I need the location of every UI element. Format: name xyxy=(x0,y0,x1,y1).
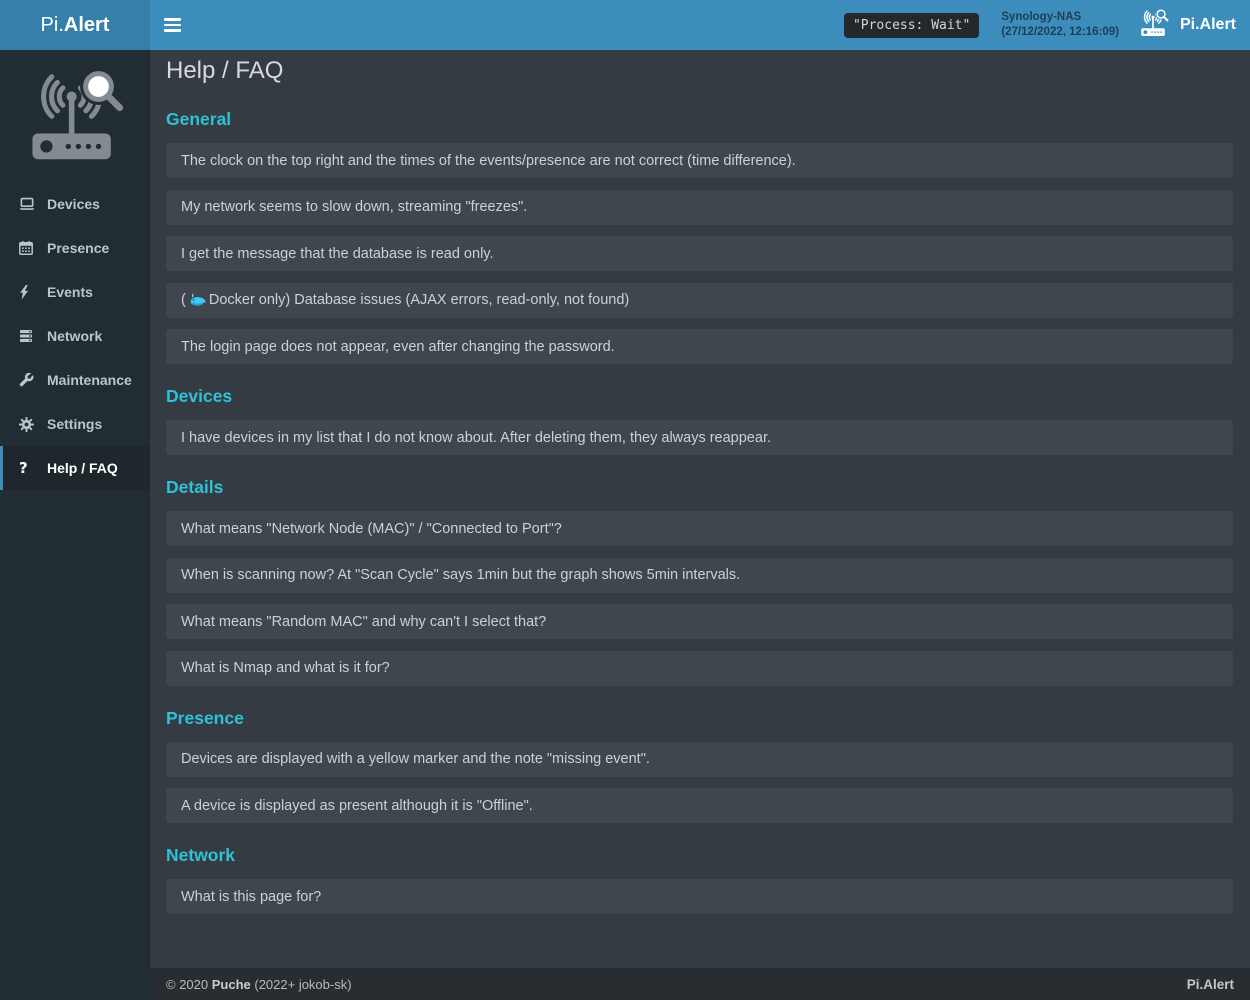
faq-question-text: Docker only) Database issues (AJAX errors, read-only, not found) xyxy=(208,292,630,308)
section-title: General xyxy=(166,109,232,129)
sidebar-item-presence[interactable] xyxy=(0,226,150,270)
process-status-badge[interactable]: "Process: Wait" xyxy=(844,13,979,38)
content xyxy=(150,50,1250,968)
faq-question-text: I have devices in my list that I do not know about. After deleting them, they always reappear. xyxy=(181,429,771,446)
faq-question[interactable] xyxy=(166,604,1233,639)
faq-question[interactable] xyxy=(166,236,1233,271)
faq-question-text: What is this page for? xyxy=(181,888,322,905)
page-title: Help / FAQ xyxy=(166,57,284,84)
wrench-icon xyxy=(19,373,43,387)
faq-question[interactable] xyxy=(166,742,1233,777)
brand-link[interactable] xyxy=(1137,7,1236,43)
sidebar-item-label: Settings xyxy=(47,416,103,432)
faq-question[interactable] xyxy=(166,283,1233,318)
sidebar-item-devices[interactable] xyxy=(0,182,150,226)
faq-question[interactable] xyxy=(166,329,1233,364)
sidebar-item-label: Maintenance xyxy=(47,372,132,388)
app-logo[interactable] xyxy=(0,0,150,50)
app-logo-bold: Alert xyxy=(63,13,110,36)
sidebar-menu xyxy=(0,182,150,490)
section-title: Details xyxy=(166,477,224,497)
faq-question-text: What is Nmap and what is it for? xyxy=(181,660,390,676)
sidebar-item-maintenance[interactable] xyxy=(0,358,150,402)
section-title: Network xyxy=(166,845,236,865)
faq-question[interactable] xyxy=(166,420,1233,455)
sidebar-item-label: Events xyxy=(47,284,93,300)
network-icon xyxy=(19,329,43,343)
faq-question-text: My network seems to slow down, streaming "freezes". xyxy=(181,199,528,215)
sidebar-item-settings[interactable] xyxy=(0,402,150,446)
sidebar-item-help-faq[interactable] xyxy=(0,446,150,490)
footer xyxy=(150,968,1250,1000)
docker-whale-icon xyxy=(189,293,206,308)
calendar-icon xyxy=(19,241,43,255)
pialert-logo-image xyxy=(0,50,150,182)
faq-question-text: ( xyxy=(181,292,186,308)
faq-question[interactable] xyxy=(166,788,1233,823)
sidebar-item-label: Presence xyxy=(47,240,110,256)
hamburger-icon[interactable] xyxy=(164,5,204,45)
faq-question-text: I get the message that the database is read only. xyxy=(181,245,494,262)
faq-question-text: Devices are displayed with a yellow marker and the note "missing event". xyxy=(181,751,650,767)
faq-question-text: What means "Network Node (MAC)" / "Connected to Port"? xyxy=(181,520,562,537)
faq-question[interactable] xyxy=(166,511,1233,546)
router-logo-icon xyxy=(1137,7,1171,43)
navbar xyxy=(150,0,1250,50)
sidebar-item-label: Help / FAQ xyxy=(47,460,118,476)
faq-question-text: What means "Random MAC" and why can't I select that? xyxy=(181,613,547,630)
faq-question-text: The login page does not appear, even after changing the password. xyxy=(181,338,615,355)
gear-icon xyxy=(19,417,43,432)
sidebar-item-events[interactable] xyxy=(0,270,150,314)
faq-question[interactable] xyxy=(166,651,1233,686)
faq-question[interactable] xyxy=(166,879,1233,914)
faq-question[interactable] xyxy=(166,190,1233,225)
app-logo-prefix: Pi. xyxy=(40,13,64,36)
host-name: Synology-NAS xyxy=(1001,11,1082,23)
faq-sections xyxy=(166,108,1233,914)
laptop-icon xyxy=(19,197,43,211)
sidebar-item-label: Devices xyxy=(47,196,100,212)
brand-label: Pi.Alert xyxy=(1179,16,1236,33)
faq-question-text: A device is displayed as present although it is "Offline". xyxy=(181,797,533,814)
copyright-text: © 2020 Puche (2022+ jokob-sk) xyxy=(166,976,352,992)
sidebar-item-network[interactable] xyxy=(0,314,150,358)
bolt-icon xyxy=(19,285,43,300)
faq-question[interactable] xyxy=(166,558,1233,593)
main-area xyxy=(150,50,1250,1000)
section-title: Devices xyxy=(166,386,233,406)
faq-question[interactable] xyxy=(166,143,1233,178)
faq-question-text: The clock on the top right and the times of the events/presence are not correct (time difference). xyxy=(181,152,796,169)
sidebar-item-label: Network xyxy=(47,328,103,344)
host-info xyxy=(1001,10,1119,40)
top-header xyxy=(0,0,1250,50)
sidebar xyxy=(0,50,150,1000)
host-time: (27/12/2022, 12:16:09) xyxy=(1001,26,1119,38)
faq-question-text: When is scanning now? At "Scan Cycle" says 1min but the graph shows 5min intervals. xyxy=(181,567,741,583)
footer-brand: Pi.Alert xyxy=(1186,976,1234,992)
section-title: Presence xyxy=(166,707,244,728)
question-icon: ? xyxy=(19,459,28,477)
